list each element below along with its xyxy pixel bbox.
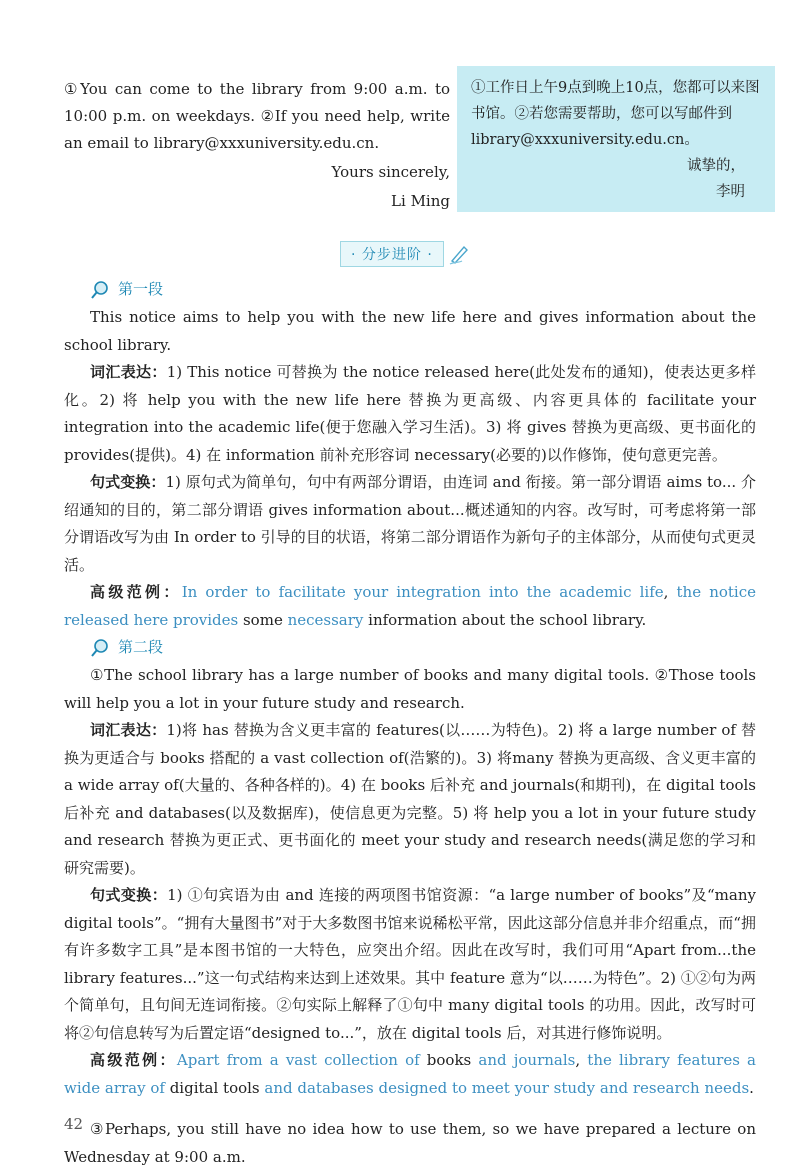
para1-heading-text: 第一段 xyxy=(118,280,164,299)
para1-example-part: information about the school library. xyxy=(363,610,647,629)
para1-example-part: In order to facilitate your integration into the academic life xyxy=(181,583,664,601)
pen-icon xyxy=(448,243,470,265)
section-banner xyxy=(340,241,470,267)
para1-example xyxy=(64,579,756,634)
para2-example-part: Apart from a vast collection of xyxy=(176,1051,420,1069)
para1-original: This notice aims to help you with the new life here and gives information about the school library. xyxy=(64,308,756,354)
section-banner-label: · 分步进阶 · xyxy=(340,241,444,267)
para2-syntax-label: 句式变换： xyxy=(90,886,168,904)
magnifier-icon xyxy=(90,280,110,300)
page-number: 42 xyxy=(64,1115,84,1133)
para1-example-part: some xyxy=(238,610,288,629)
letter-en-closing: Yours sincerely, xyxy=(331,163,450,181)
para2-example-part: books xyxy=(419,1051,479,1069)
para2-heading xyxy=(90,634,756,662)
para2-heading-text: 第二段 xyxy=(118,638,164,657)
para1-vocab-label: 词汇表达： xyxy=(90,363,167,381)
para1-example-part: the notice released here provides xyxy=(64,583,756,629)
para2-example-part: and databases designed to meet your study and research needs xyxy=(264,1078,750,1097)
letter-english xyxy=(64,76,450,215)
para3-original: ③Perhaps, you still have no idea how to use them, so we have prepared a lecture on Wednesday at 9:00 a.m. xyxy=(64,1120,756,1166)
para2-vocab xyxy=(64,717,756,882)
letter-cn-body: ①工作日上午9点到晚上10点，您都可以来图书馆。②若您需要帮助，您可以写邮件到library@xxxuniversity.edu.cn。 xyxy=(471,80,760,148)
para2-original: ①The school library has a large number of books and many digital tools. ②Those tools will help you a lot in your future study and research. xyxy=(64,666,756,712)
para1-example-label: 高级范例： xyxy=(90,583,182,601)
para1-syntax-label: 句式变换： xyxy=(90,473,166,491)
para1-syntax xyxy=(64,469,756,579)
letter-cn-name: 李明 xyxy=(716,184,745,200)
para2-example-part: . xyxy=(749,1078,754,1097)
para2-example-label: 高级范例： xyxy=(90,1051,177,1069)
letter-chinese-box xyxy=(457,66,775,212)
para1-example-part: , xyxy=(663,583,677,601)
para1-example-part: necessary xyxy=(287,610,364,629)
para1-vocab xyxy=(64,359,756,469)
para2-example-part: and journals xyxy=(478,1051,576,1069)
para1-syntax-text: 1) 原句式为简单句，句中有两部分谓语，由连词 and 衔接。第一部分谓语 aims to... 介绍通知的目的，第二部分谓语 gives information about...概述通知的内容。改写时，可考虑将第一部分谓语改写为由 In order to 引导的目的状语，将第二部分谓语作为新句子的主体部分，从而使句式更灵活。 xyxy=(64,473,756,574)
para2-vocab-label: 词汇表达： xyxy=(90,721,167,739)
para2-example xyxy=(64,1047,756,1102)
para2-syntax xyxy=(64,882,756,1047)
para1-vocab-text: 1) This notice 可替换为 the notice released here(此处发布的通知)，使表达更多样化。2) 将 help you with the new life here 替换为更高级、内容更具体的 facilitate your integration into the academic life(便于您融入学习生活)。3) 将 gives 替换为更高级、更书面化的 provides(提供)。4) 在 information 前补充形容词 necessary(必要的)以作修饰，使句意更完善。 xyxy=(64,363,756,464)
letter-en-body: ①You can come to the library from 9:00 a.m. to 10:00 p.m. on weekdays. ②If you need help, write an email to library@xxxuniversity.edu.cn. xyxy=(64,80,450,152)
magnifier-icon xyxy=(90,638,110,658)
para2-syntax-text: 1) ①句宾语为由 and 连接的两项图书馆资源：“a large number of books”及“many digital tools”。“拥有大量图书”对于大多数图书馆来说稀松平常，因此这部分信息并非介绍重点，而“拥有许多数字工具”是本图书馆的一大特色，应突出介绍。因此在改写时，我们可用“Apart from...the library features...”这一句式结构来达到上述效果。其中 feature 意为“以……为特色”。2) ①②句为两个简单句，且句间无连词衔接。②句实际上解释了①句中 many digital tools 的功用。因此，改写时可将②句信息转写为后置定语“designed to...”，放在 digital tools 后，对其进行修饰说明。 xyxy=(64,886,756,1042)
letter-cn-closing: 诚挚的， xyxy=(687,158,745,174)
content xyxy=(64,276,756,1171)
para1-heading xyxy=(90,276,756,304)
letter-en-name: Li Ming xyxy=(391,192,450,210)
para2-example-part: digital tools xyxy=(164,1078,265,1097)
para2-example-part: the library features a wide array of xyxy=(64,1051,756,1097)
para2-example-part: , xyxy=(575,1051,588,1069)
para2-vocab-text: 1)将 has 替换为含义更丰富的 features(以……为特色)。2) 将 a large number of 替换为更适合与 books 搭配的 a vast collection of(浩繁的)。3) 将many 替换为更高级、含义更丰富的 a wide array of(大量的、各种各样的)。4) 在 books 后补充 and journals(和期刊)，在 digital tools 后补充 and databases(以及数据库)，使信息更为完整。5) 将 help you a lot in your future study and research 替换为更正式、更书面化的 meet your study and research needs(满足您的学习和研究需要)。 xyxy=(64,721,756,877)
